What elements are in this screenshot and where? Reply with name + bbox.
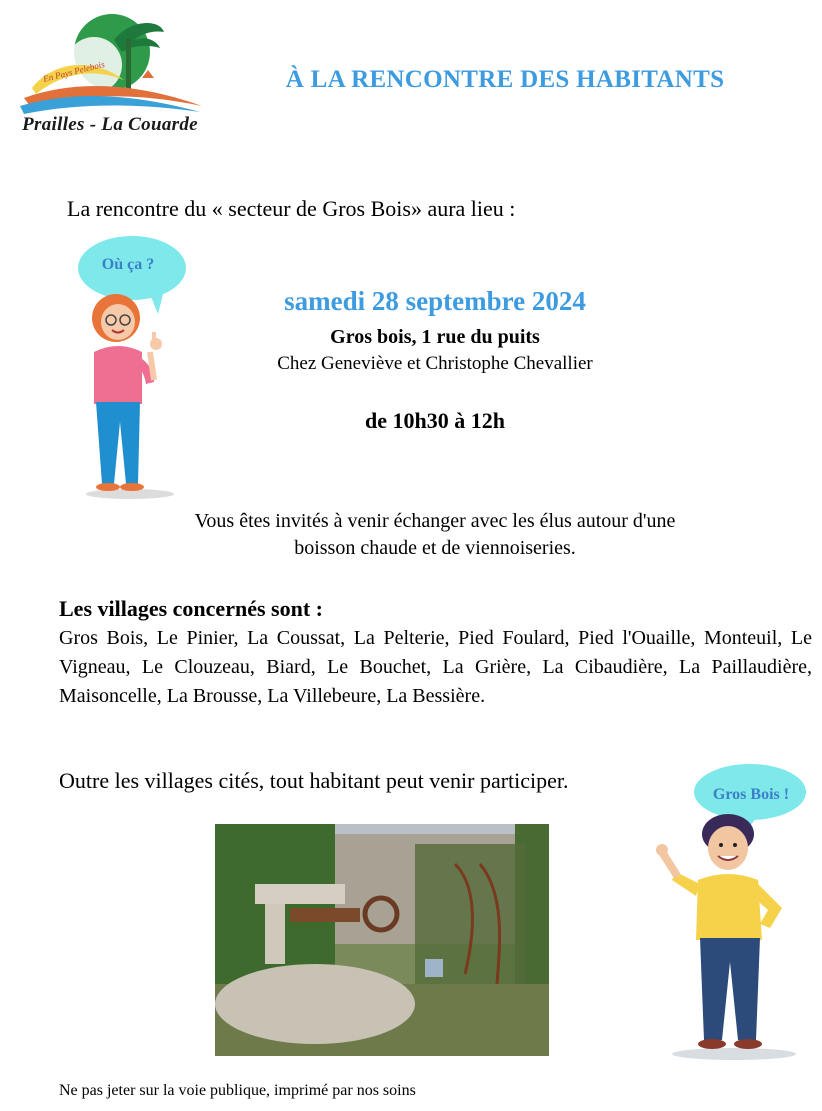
man-illustration: [652, 812, 802, 1062]
villages-heading: Les villages concernés sont :: [59, 596, 323, 621]
tree-logo-icon: [14, 10, 210, 120]
intro-text: La rencontre du « secteur de Gros Bois» aura lieu :: [67, 196, 516, 221]
page-title: À LA RENCONTRE DES HABITANTS: [285, 66, 725, 93]
event-place: Gros bois, 1 rue du puits: [330, 326, 540, 348]
villages-list: Gros Bois, Le Pinier, La Coussat, La Pelterie, Pied Foulard, Pied l'Ouaille, Monteuil, Le Vigneau, Le Clouzeau, Biard, Le Bouchet, La Grière, La Cibaudière, La Paillaudière, Maisoncelle, La Brousse, La Villebeure, La Bessière.: [59, 627, 812, 707]
closing-text: Outre les villages cités, tout habitant peut venir participer.: [59, 768, 569, 793]
logo-arc-text: En Pays Pelebois: [42, 59, 106, 84]
bubble-right-text: Gros Bois !: [712, 786, 790, 803]
woman-pointing-icon: [80, 292, 176, 500]
event-time: de 10h30 à 12h: [365, 408, 505, 433]
invitation-line-2: boisson chaude et de viennoiseries.: [294, 537, 576, 559]
event-date: samedi 28 septembre 2024: [284, 286, 586, 316]
invitation-text: [110, 508, 760, 562]
footer-note: Ne pas jeter sur la voie publique, imprimé par nos soins: [59, 1082, 416, 1099]
bubble-left-text: Où ça ?: [101, 256, 155, 273]
man-waving-icon: [652, 812, 802, 1062]
event-host: Chez Geneviève et Christophe Chevallier: [277, 353, 593, 374]
woman-illustration: [80, 292, 176, 500]
invitation-line-1: Vous êtes invités à venir échanger avec les élus autour d'une: [194, 510, 676, 532]
well-photo: [215, 824, 549, 1056]
logo-caption: Prailles - La Couarde: [22, 114, 198, 135]
municipal-logo: [14, 10, 210, 142]
old-well-photo-icon: [215, 824, 549, 1056]
